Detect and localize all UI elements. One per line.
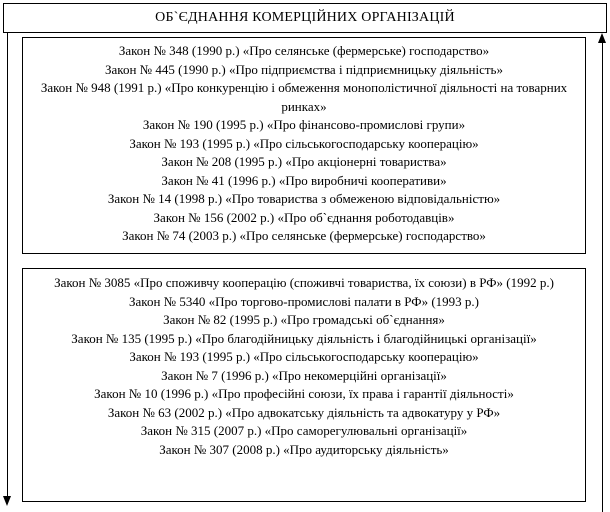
- down-arrow-line: [7, 33, 8, 498]
- law-item: Закон № 3085 «Про споживчу кооперацію (споживчі товариства, їх союзи) в РФ» (1992 р.): [54, 275, 554, 290]
- commercial-laws-box: [22, 37, 586, 254]
- law-item: Закон № 74 (2003 р.) «Про селянське (фермерське) господарство»: [122, 228, 486, 243]
- law-item: Закон № 948 (1991 р.) «Про конкуренцію і обмеження монополістичної діяльності на товарних ринках»: [40, 80, 568, 114]
- diagram-title-box: [3, 3, 607, 33]
- law-item: Закон № 82 (1995 р.) «Про громадські об`єднання»: [163, 312, 445, 327]
- law-item: Закон № 193 (1995 р.) «Про сільськогосподарську кооперацію»: [129, 349, 479, 364]
- law-item: Закон № 10 (1996 р.) «Про професійні союзи, їх права і гарантії діяльності»: [94, 386, 514, 401]
- noncommercial-laws-box: [22, 268, 586, 502]
- law-item: Закон № 14 (1998 р.) «Про товариства з обмеженою відповідальністю»: [107, 191, 501, 206]
- law-item: Закон № 315 (2007 р.) «Про саморегулювальні організації»: [140, 423, 468, 438]
- law-item: Закон № 7 (1996 р.) «Про некомерційні організації»: [161, 367, 447, 383]
- law-item: Закон № 208 (1995 р.) «Про акціонерні товариства»: [161, 154, 447, 169]
- diagram-title: ОБ`ЄДНАННЯ КОМЕРЦІЙНИХ ОРГАНІЗАЦІЙ: [155, 10, 455, 25]
- law-item: Закон № 348 (1990 р.) «Про селянське (фермерське) господарство»: [118, 43, 490, 58]
- law-item: Закон № 190 (1995 р.) «Про фінансово-промислові групи»: [142, 117, 466, 132]
- down-arrow-head: [3, 496, 11, 506]
- law-item: Закон № 445 (1990 р.) «Про підприємства і підприємницьку діяльність»: [105, 61, 503, 77]
- law-item: Закон № 135 (1995 р.) «Про благодійницьку діяльність і благодійницькі організації»: [71, 330, 537, 346]
- up-arrow-line: [602, 42, 603, 512]
- law-item: Закон № 63 (2002 р.) «Про адвокатську діяльність та адвокатуру у РФ»: [107, 404, 501, 420]
- law-item: Закон № 41 (1996 р.) «Про виробничі кооперативи»: [161, 172, 447, 188]
- law-item: Закон № 193 (1995 р.) «Про сільськогосподарську кооперацію»: [129, 135, 479, 151]
- law-item: Закон № 156 (2002 р.) «Про об`єднання роботодавців»: [153, 209, 455, 225]
- law-item: Закон № 5340 «Про торгово-промислові палати в РФ» (1993 р.): [129, 293, 479, 309]
- law-item: Закон № 307 (2008 р.) «Про аудиторську діяльність»: [159, 441, 449, 457]
- up-arrow-head: [598, 33, 606, 43]
